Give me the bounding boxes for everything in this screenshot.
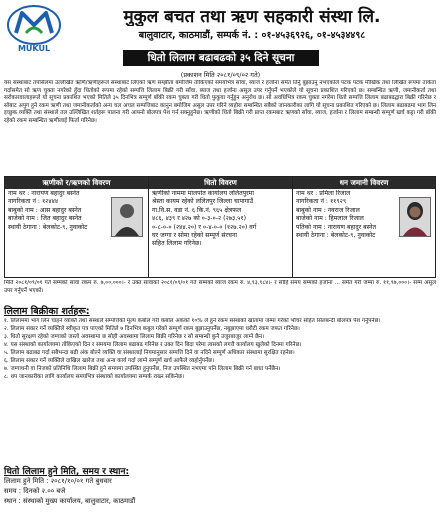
table-divider (292, 177, 293, 277)
publication-date: (प्रकाशन मिति २०८१/०९/०२ गते) (180, 71, 261, 79)
table-header-guarantor: धन जमानी विवरण (293, 177, 435, 189)
borrower-line: स्थायी ठेगाना : बेलकोट-९, नुवाकोट (8, 223, 88, 231)
guarantor-line: पतिको नाम : नारायण बहादुर बस्नेत (296, 223, 376, 231)
guarantor-line: नागरिकता नं : ११९२९ (296, 198, 347, 206)
cooperative-logo (4, 3, 64, 53)
table-header-collateral: धितो विवरण (149, 177, 292, 189)
condition-item: १. लिलाममा भाग लिन चाहने व्यक्ति तथा संस्थाले सम्पत्तिको मूल्य कबोल गरी कबोल अंकको १०% ले हुने रकम संस्थाको खातामा जम्मा गरेको भौचर सहित सिलबन्दी बोलपत्र पेश गर्नुपर्नेछ। (4, 318, 381, 324)
collateral-line: ऋणीको नाममा मालपोत कार्यालय ललितपुरमा (152, 190, 254, 197)
schedule-details (4, 477, 424, 506)
condition-item: ४. यस संस्थाको कार्यालयमा तोकिएको दिन र समयमा लिलाम बढाबढ गरिनेछ र उक्त दिन बिदा परेमा त्यसको लगत्तै कार्यालय खुलेको दिनमा गरिनेछ। (4, 342, 302, 348)
table-header-borrower: ऋणीको र/ऋणको विवरण (5, 177, 148, 189)
condition-item: ५. लिलाम बढाबढ गर्दा सबैभन्दा बढी अंक बोल्ने व्यक्ति वा संस्थालाई नियमानुसार सम्पत्ति दिने वा नदिने सम्पूर्ण अधिकार संस्थामा सुरक्षित रहनेछ। (4, 350, 295, 356)
guarantor-line: बाबुको नाम : नवराज रिजाल (296, 206, 360, 214)
collateral-line: ४८६, ४३९ र ४२७ को ०-३-०-२ (२७३.५१) (152, 215, 247, 223)
collateral-line: गा.वि.स. वडा नं. ६ कि.नं. ९६५ क्षेत्रफल (152, 206, 242, 214)
org-name: मुकुल बचत तथा ऋण सहकारी संस्था लि. (123, 7, 381, 26)
collateral-line: ०-८-०-० (२४४.२०) र ०-४-०-० (१२७.२०) वर्ग (152, 223, 257, 231)
borrower-line: नागरिकता नं : १२४४४ (8, 198, 59, 206)
schedule-title: धितो लिलाम हुने मिति, समय र स्थान: (4, 467, 130, 477)
conditions-title: लिलाम बिक्रीका शर्तहरू: (4, 306, 90, 317)
notice-title: धितो लिलाम बढाबढको ३५ दिने सूचना (123, 50, 319, 66)
table-divider (148, 177, 149, 277)
collateral-line: घर जग्गा र सोमा रहेको सम्पूर्ण संरचना (152, 232, 238, 240)
condition-item: २. लिलाम सकार गर्ने व्यक्तिले स्वीकृत पत्र पाएको मितिले ७ दिनभित्र कबुल गरेको सम्पूर्ण रकम बुझाउनुपर्नेछ, नबुझाएमा धरौटी रकम जफत गरिनेछ। (4, 326, 300, 332)
condition-item: ३. धितो सुरक्षण रहेको जग्गाको जस्तो अवस्थामा छ सोही अवस्थामा लिलाम बिक्री गरिनेछ र सो सम्बन्धी कुनै उजुरबाजुर लाग्ने छैन। (4, 334, 265, 340)
borrower-line: बाजेको नाम : जित बहादुर बस्नेत (8, 215, 82, 223)
guarantor-line: बाजेको नाम : हिमलाल रिजाल (296, 215, 364, 223)
auction-time: समय : दिनको २.०० बजे (4, 486, 66, 495)
borrower-line: नाम थर : नारायण बहादुर बस्नेत (8, 190, 80, 197)
collateral-details (152, 190, 290, 277)
guarantor-line: स्थायी ठेगाना : बेलकोट-९, नुवाकोट (296, 232, 376, 240)
condition-item: ६. लिलाम सकार गर्ने व्यक्तिले दाखिल खारेज तथा अन्य कार्य गर्दा लाग्ने सम्पूर्ण खर्च आफैले व्यहोर्नुपर्नेछ। (4, 358, 215, 364)
auction-date: लिलाम हुने मिति : २०८१/१०/०१ गते बुधवार (4, 477, 112, 485)
collateral-line: सहित लिलाम गरिनेछ। (152, 240, 202, 248)
conditions-list (4, 318, 436, 458)
auction-place: स्थान : संस्थाको मुख्य कार्यालय, बालुवाटार, काठमाडौं (4, 496, 136, 505)
borrower-line: बाबुको नाम : आस बहादुर बस्नेत (8, 206, 82, 214)
condition-item: ७. जग्गाधनी वा निजको प्रतिनिधि लिलाम बिक्री हुने समयमा उपस्थित हुनुपर्नेछ, निज उपस्थित नभएमा पनि लिलाम बिक्री गर्न बाधा पर्नेछैन। (4, 366, 281, 372)
guarantor-photo (399, 197, 431, 237)
condition-item: ८. थप जानकारीका लागि कार्यालय समयभित्र संस्थाको कार्यालयमा सम्पर्क राख्न सकिनेछ। (4, 374, 185, 380)
details-table (4, 176, 436, 278)
due-amount-summary: मिति २०८१/०९/०१ गते सम्मको सावा रकम रु. ७,००,०००।- र उक्त सावाको २०८१/०९/०१ गते सम्मको ब्याज रकम रु. ४,९३,९८४।- र सोहि समय सम्मको हर्जाना ... समेत गरी जम्मा रु. ११,९७,०००।- सम्म असुल उपर गर्नुपर्ने भएको। (4, 280, 436, 294)
org-contact: बालुवाटार, काठमाडौं, सम्पर्क नं. : ०१-४५३६९२६, ०१-४५३४४९८ (138, 30, 366, 41)
collateral-line: श्रेस्ता कायम रहेको ललितपुर जिल्ला चापागाउँ (152, 198, 254, 206)
borrower-photo (111, 197, 143, 237)
guarantor-line: नाम थर : प्रमिला रिजाल (296, 190, 351, 197)
intro-paragraph: यस संस्थाबाट तपसिलमा उल्लेखित ऋणि/ऋणीहरूले संस्थाबाट लिएको ऋण सम्झौता बमोजिम तोकिएको समयभित्र साँवा, ब्याज र हर्जाना समेत तिर्नु बुझाउनु नभएकोले पटक पटक मौखिक तथा लिखित रूपमा ताकेता गर्दासमेत सो ऋण चुक्ता नगरेको हुँदा धितोको रूपमा रहेको सम्पत्ति लिलाम बिक्री गरी साँवा, ब्याज तथा हर्जाना असुल उपर गर्नुपर्ने भएकोले यो सूचना प्रकाशित गरिएको छ। सम्बन्धित ऋणी, जमानीकर्ता तथा सरोकारवालाहरूले यो सूचना प्रकाशित भएको मितिले ३५ दिनभित्र सम्पूर्ण बाँकी रकम चुक्ता गरी धितो फुकुवा गर्नुहुन अनुरोध छ। सो अवधिभित्र रकम चुक्ता नगरेमा धितो सम्पत्ति लिलाम बढाबढद्वारा बिक्री गरिनेछ र सोबाट अपुग हुने रकम ऋणी तथा जमानीकर्ताको अन्य चल अचल सम्पत्तिबाट कानुन बमोजिम असुल उपर गरिने व्यहोरा सम्बन्धित सबैको जानकारीका लागि यो सूचना प्रकाशित गरिएको छ। लिलाम बढाबढमा भाग लिन इच्छुक व्यक्ति तथा संस्थाले तल उल्लिखित शर्तहरू पालना गरी आफ्नो बोलपत्र पेश गर्न सक्नुहुनेछ। ऋणीको धितो बिक्री गरी प्राप्त रकमबाट ऋणको साँवा, ब्याज, हर्जाना र लिलाम सम्बन्धी सम्पूर्ण खर्च कट्टा गरी बाँकी रहेको रकम सम्बन्धित ऋणीलाई फिर्ता गरिनेछ। (4, 80, 436, 124)
svg-text:MUKUL: MUKUL (17, 44, 51, 53)
